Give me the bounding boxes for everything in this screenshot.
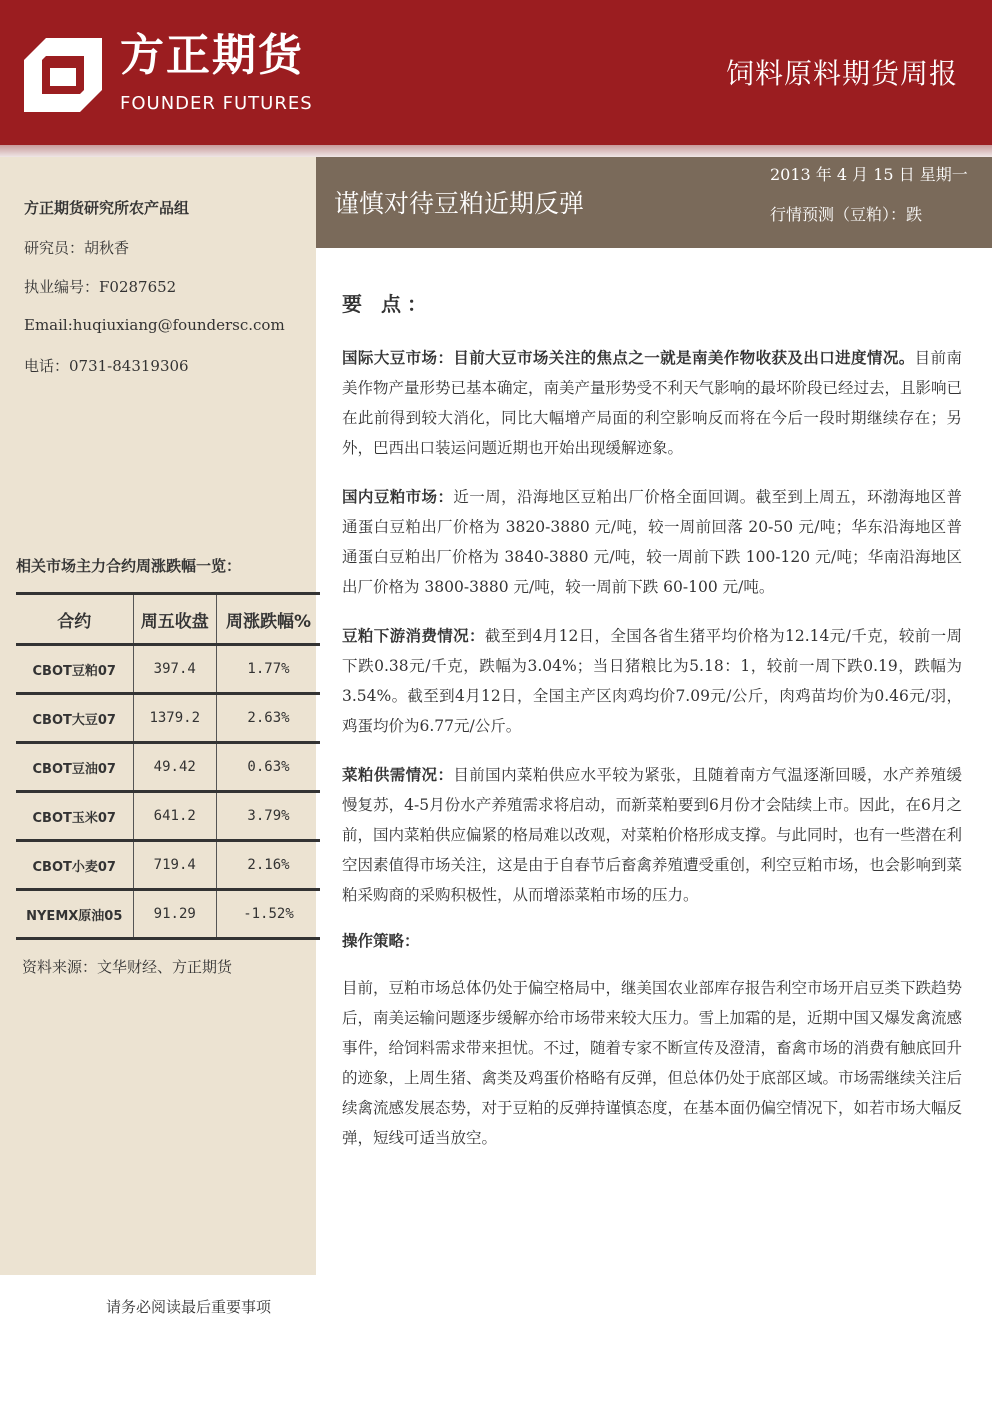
section-intl-soybean — [342, 343, 962, 463]
market-table-title: 相关市场主力合约周涨跌幅一览： — [16, 557, 242, 575]
contract-name: CBOT豆油07 — [16, 743, 133, 792]
section-domestic-meal — [342, 482, 962, 602]
disclaimer-note: 请务必阅读最后重要事项 — [106, 1298, 272, 1316]
logo-chinese-text: 方正期货 — [120, 30, 304, 81]
table-row — [16, 694, 320, 743]
logo-english-text: FOUNDER FUTURES — [120, 93, 313, 114]
weekly-change: 3.79% — [216, 792, 320, 841]
email-address: Email:huqiuxiang@foundersc.com — [24, 316, 285, 334]
header-divider — [0, 145, 992, 157]
table-header-row — [16, 594, 320, 645]
section-head: 国内豆粕市场： — [342, 488, 454, 506]
data-source: 资料来源：文华财经、方正期货 — [22, 958, 233, 976]
contract-name: CBOT大豆07 — [16, 694, 133, 743]
market-performance-table — [16, 592, 320, 940]
section-head: 豆粕下游消费情况： — [342, 627, 485, 645]
section-body: 近一周，沿海地区豆粕出厂价格全面回调。截至到上周五，环渤海地区普通蛋白豆粕出厂价格为 3820-3880 元/吨，较一周前回落 20-50 元/吨；华东沿海地区普通蛋白豆粕出厂价格为 3840-3880 元/吨，较一周前下跌 100-120 元/吨；华南沿海地区出厂价格为 3800-3880 元/吨，较一周前下跌 60-100 元/吨。 — [342, 488, 962, 596]
weekly-change: 2.63% — [216, 694, 320, 743]
close-price: 397.4 — [133, 645, 216, 694]
contract-name: CBOT玉米07 — [16, 792, 133, 841]
key-points-title: 要 点： — [342, 292, 433, 316]
section-head: 国际大豆市场：目前大豆市场关注的焦点之一就是南美作物收获及出口进度情况。 — [342, 349, 915, 367]
strategy-title: 操作策略： — [342, 932, 420, 950]
page-header — [0, 0, 992, 145]
close-price: 91.29 — [133, 890, 216, 939]
report-date: 2013 年 4 月 15 日 星期一 — [770, 165, 968, 184]
report-type-title: 饲料原料期货周报 — [725, 57, 958, 90]
section-body: 目前国内菜粕供应水平较为紧张，且随着南方气温逐渐回暖，水产养殖缓慢复苏，4-5月份水产养殖需求将启动，而新菜粕要到6月份才会陆续上市。因此，在6月之前，国内菜粕供应偏紧的格局难以改观，对菜粕价格形成支撑。与此同时，也有一些潜在利空因素值得市场关注，这是由于自春节后畜禽养殖遭受重创，利空豆粕市场，也会影响到菜粕采购商的采购积极性，从而增添菜粕市场的压力。 — [342, 766, 963, 904]
weekly-change: 1.77% — [216, 645, 320, 694]
close-price: 1379.2 — [133, 694, 216, 743]
section-body: 截至到4月12日，全国各省生猪平均价格为12.14元/千克，较前一周下跌0.38元/千克，跌幅为3.04%；当日猪粮比为5.18：1，较前一周下跌0.19，跌幅为3.54%。截至到4月12日，全国主产区肉鸡均价7.09元/公斤，肉鸡苗均价为0.46元/羽，鸡蛋均价为6.77元/公斤。 — [342, 627, 962, 735]
weekly-change: 0.63% — [216, 743, 320, 792]
analyst-name: 研究员：胡秋香 — [24, 239, 130, 257]
col-header-change: 周涨跌幅% — [216, 594, 320, 645]
license-number: 执业编号：F0287652 — [24, 278, 177, 296]
close-price: 641.2 — [133, 792, 216, 841]
main-content — [342, 288, 962, 1172]
weekly-change: 2.16% — [216, 841, 320, 890]
col-header-contract: 合约 — [16, 594, 133, 645]
table-row — [16, 645, 320, 694]
table-row — [16, 841, 320, 890]
table-row — [16, 890, 320, 939]
contract-name: CBOT豆粕07 — [16, 645, 133, 694]
section-downstream — [342, 621, 962, 741]
section-rapeseed-meal — [342, 760, 962, 910]
section-head: 菜粕供需情况： — [342, 766, 454, 784]
contract-name: NYEMX原油05 — [16, 890, 133, 939]
founder-logo-icon — [24, 38, 102, 112]
table-row — [16, 743, 320, 792]
col-header-close: 周五收盘 — [133, 594, 216, 645]
strategy-body: 目前，豆粕市场总体仍处于偏空格局中，继美国农业部库存报告利空市场开启豆类下跌趋势后，南美运输问题逐步缓解亦给市场带来较大压力。雪上加霜的是，近期中国又爆发禽流感事件，给饲料需求带来担忧。不过，随着专家不断宣传及澄清，畜禽市场的消费有触底回升的迹象，上周生猪、禽类及鸡蛋价格略有反弹，但总体仍处于底部区域。市场需继续关注后续禽流感发展态势，对于豆粕的反弹持谨慎态度，在基本面仍偏空情况下，如若市场大幅反弹，短线可适当放空。 — [342, 979, 963, 1147]
market-forecast: 行情预测（豆粕）：跌 — [770, 205, 923, 224]
contract-name: CBOT小麦07 — [16, 841, 133, 890]
section-body: 目前南美作物产量形势已基本确定，南美产量形势受不利天气影响的最坏阶段已经过去，且影响已在此前得到较大消化，同比大幅增产局面的利空影响反而将在今后一段时期继续存在；另外，巴西出口装运问题近期也开始出现缓解迹象。 — [342, 349, 963, 457]
phone-number: 电话：0731-84319306 — [24, 357, 189, 375]
report-title: 谨慎对待豆粕近期反弹 — [334, 189, 585, 218]
weekly-change: -1.52% — [216, 890, 320, 939]
close-price: 719.4 — [133, 841, 216, 890]
research-group: 方正期货研究所农产品组 — [24, 199, 190, 217]
table-row — [16, 792, 320, 841]
close-price: 49.42 — [133, 743, 216, 792]
